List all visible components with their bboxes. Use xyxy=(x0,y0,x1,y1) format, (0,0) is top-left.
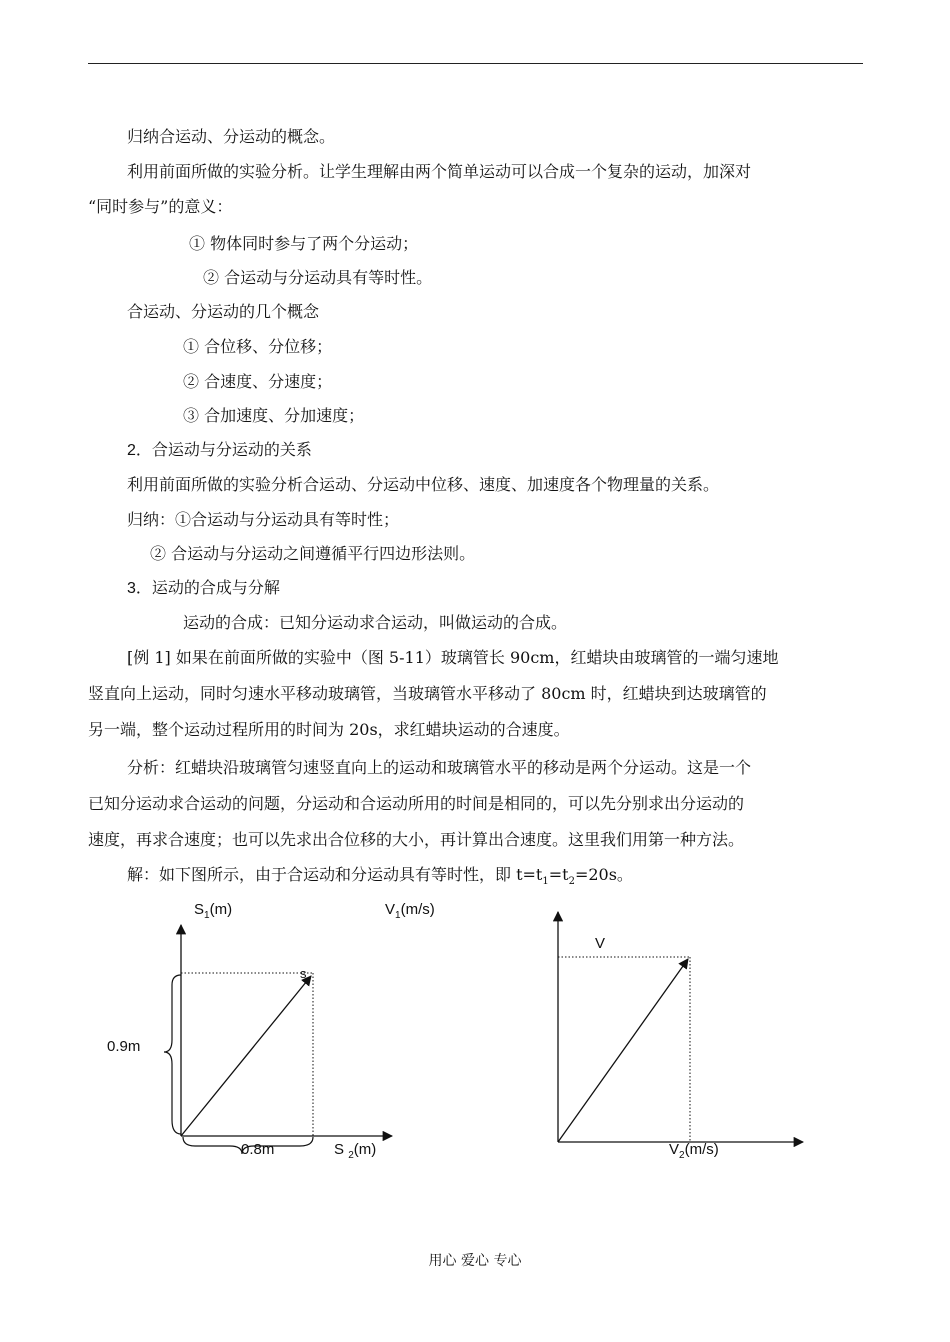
paragraph: 利用前面所做的实验分析合运动、分运动中位移、速度、加速度各个物理量的关系。 xyxy=(127,475,720,494)
example-text: [例 1] 如果在前面所做的实验中（图 5-11）玻璃管长 90cm，红蜡块由玻璃管的一端匀速地 xyxy=(127,648,779,667)
list-item: ② 合运动与分运动之间遵循平行四边形法则。 xyxy=(150,544,476,563)
paragraph: 利用前面所做的实验分析。让学生理解由两个简单运动可以合成一个复杂的运动，加深对 xyxy=(127,162,752,181)
resultant-velocity-vector xyxy=(558,959,688,1142)
section-number: 2． xyxy=(127,442,152,459)
analysis-text: 速度，再求合速度；也可以先求出合位移的大小，再计算出合速度。这里我们用第一种方法。 xyxy=(88,830,745,849)
solution-part: =t xyxy=(548,865,569,884)
height-label: 0.9m xyxy=(107,1038,141,1055)
x-axis-label: $V_2(m/s)$ xyxy=(669,1141,719,1161)
example-text: 竖直向上运动，同时匀速水平移动玻璃管，当玻璃管水平移动了 80cm 时，红蜡块到达玻璃管的 xyxy=(88,684,767,703)
section-number: 3． xyxy=(127,580,152,597)
paragraph: “同时参与”的意义： xyxy=(88,197,233,216)
section-title: 运动的合成与分解 xyxy=(151,578,280,597)
x-axis-label: S $_2$(m) xyxy=(334,1141,377,1161)
subscript: 1 xyxy=(542,876,549,888)
section-title: 合运动与分运动的关系 xyxy=(151,440,312,459)
list-item: ③ 合加速度、分加速度； xyxy=(183,406,365,425)
example-text: 另一端，整个运动过程所用的时间为 20s，求红蜡块运动的合速度。 xyxy=(88,720,570,739)
paragraph: 归纳：①合运动与分运动具有等时性； xyxy=(127,510,400,529)
vector-label: V xyxy=(595,935,606,952)
y-axis-label: $S_1(m)$ xyxy=(194,901,233,921)
solution-part: 解：如下图所示，由于合运动和分运动具有等时性，即 t=t xyxy=(127,865,543,884)
analysis-text: 已知分运动求合运动的问题，分运动和合运动所用的时间是相同的，可以先分别求出分运动的 xyxy=(88,794,745,813)
paragraph: 归纳合运动、分运动的概念。 xyxy=(127,127,336,146)
subscript: 2 xyxy=(568,876,575,888)
definition: 运动的合成：已知分运动求合运动，叫做运动的合成。 xyxy=(183,613,568,632)
solution-part: =20s。 xyxy=(574,865,633,884)
section-heading: 合运动、分运动的几个概念 xyxy=(127,302,320,321)
page-footer: 用心 爱心 专心 xyxy=(428,1253,522,1269)
list-item: ② 合速度、分速度； xyxy=(183,372,333,391)
list-item: ① 物体同时参与了两个分运动； xyxy=(189,234,419,253)
list-item: ② 合运动与分运动具有等时性。 xyxy=(203,268,433,287)
list-item: ① 合位移、分位移； xyxy=(183,337,333,356)
width-label: 0.8m xyxy=(241,1141,275,1158)
vector-label: s xyxy=(300,966,307,981)
analysis-text: 分析：红蜡块沿玻璃管匀速竖直向上的运动和玻璃管水平的移动是两个分运动。这是一个 xyxy=(127,758,752,777)
y-axis-label: $V_1(m/s)$ xyxy=(385,901,435,921)
